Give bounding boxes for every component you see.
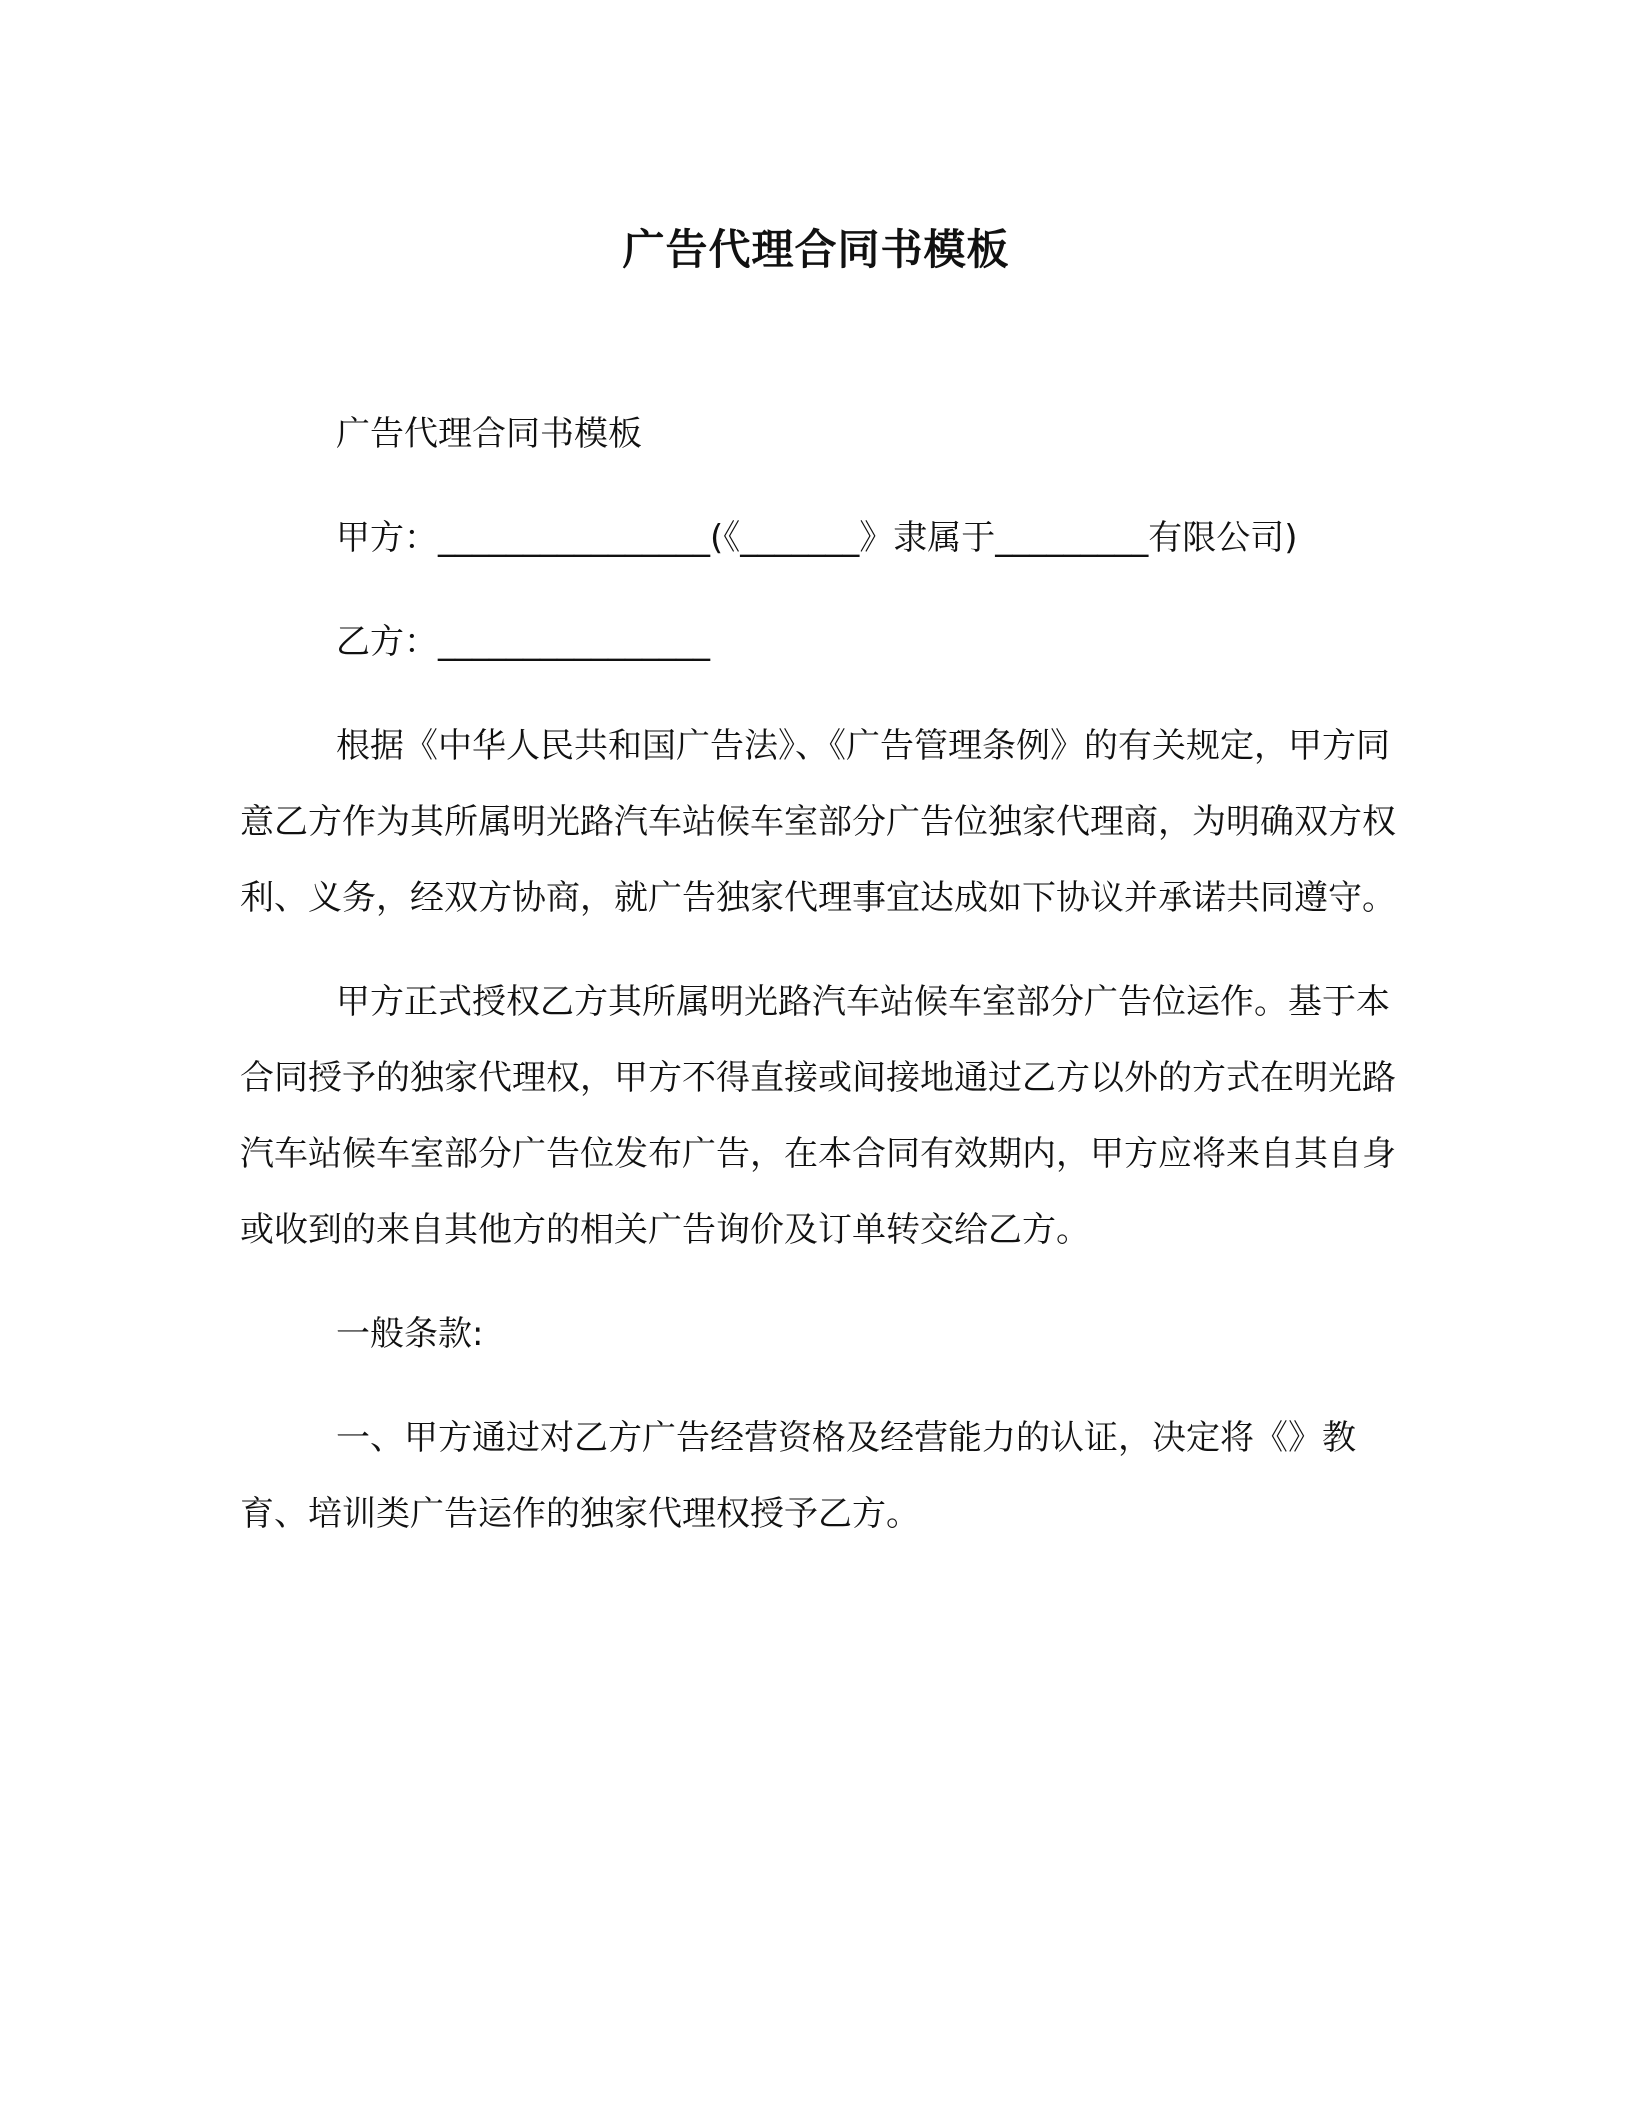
subtitle: 广告代理合同书模板 xyxy=(336,414,642,454)
general-terms-heading: 一般条款: xyxy=(336,1314,484,1354)
paragraph-preamble: 根据《中华人民共和国广告法》、《广告管理条例》的有关规定，甲方同意乙方作为其所属明光路汽车站候车室部分广告位独家代理商，为明确双方权利、义务，经双方协商，就广告独家代理事宜达成如下协议并承诺共同遵守。 xyxy=(240,726,1396,918)
document-title: 广告代理合同书模板 xyxy=(622,225,1010,274)
document-body xyxy=(240,396,1400,1580)
party-b-line: 乙方：________________ xyxy=(336,622,710,662)
paragraph-authorization: 甲方正式授权乙方其所属明光路汽车站候车室部分广告位运作。基于本合同授予的独家代理权，甲方不得直接或间接地通过乙方以外的方式在明光路汽车站候车室部分广告位发布广告，在本合同有效期内，甲方应将来自其自身或收到的来自其他方的相关广告询价及订单转交给乙方。 xyxy=(240,982,1396,1250)
party-a-line: 甲方：________________(《_______》隶属于_________有限公司) xyxy=(336,518,1298,558)
clause-1: 一、甲方通过对乙方广告经营资格及经营能力的认证，决定将《》教育、培训类广告运作的独家代理权授予乙方。 xyxy=(240,1418,1356,1534)
